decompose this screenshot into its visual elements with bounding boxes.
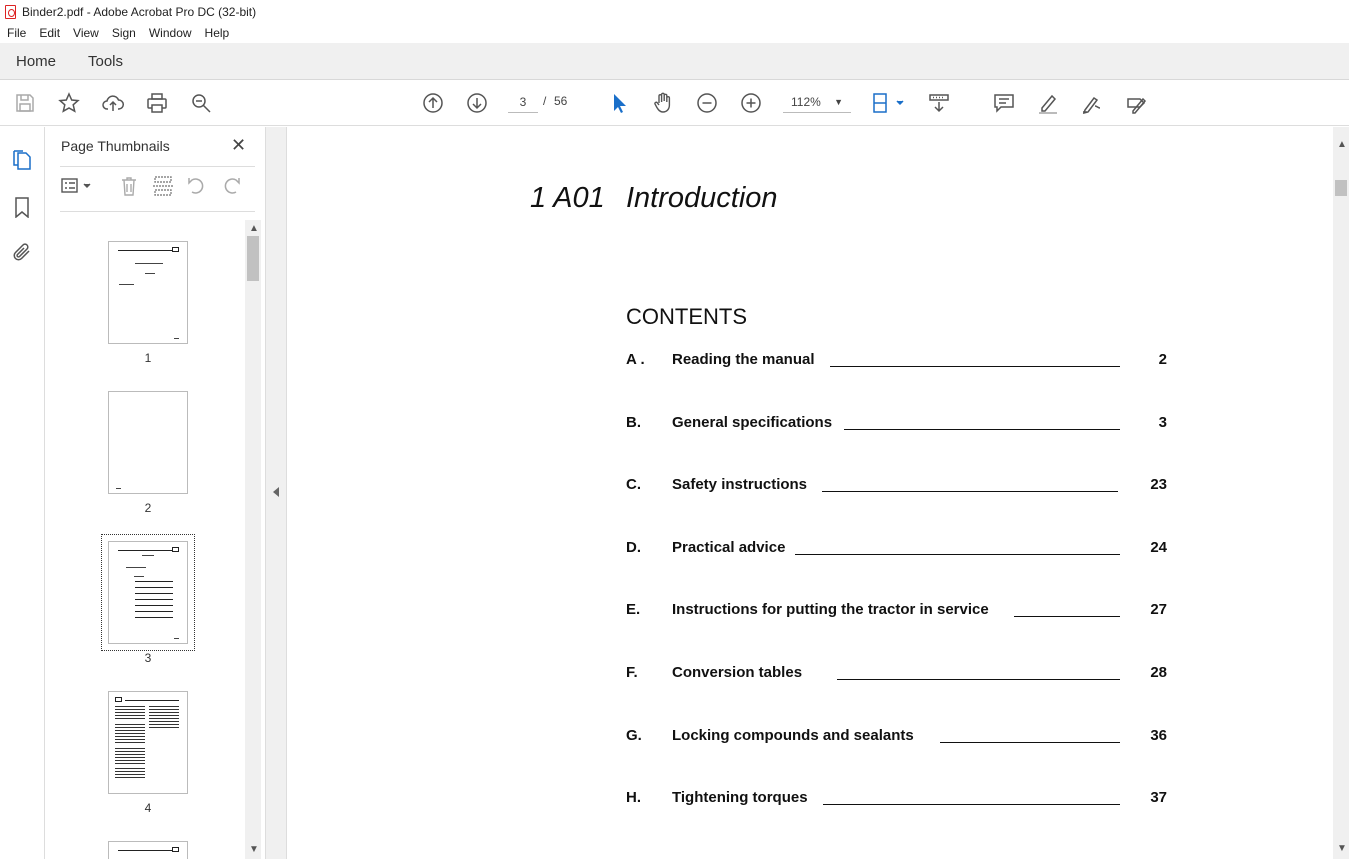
upload-cloud-icon[interactable] <box>101 91 125 115</box>
menu-file[interactable]: File <box>7 26 27 40</box>
rotate-counterclockwise-icon[interactable] <box>186 175 212 201</box>
menu-bar <box>0 23 1349 43</box>
toc-letter: D. <box>626 539 641 556</box>
toc-leader-line <box>940 742 1120 743</box>
toc-letter: E. <box>626 601 641 618</box>
chapter-heading <box>530 182 778 215</box>
total-pages: 56 <box>554 94 568 108</box>
page-separator: / <box>543 94 547 108</box>
toc-page: 37 <box>1150 789 1167 806</box>
toc-entry[interactable] <box>626 601 1167 623</box>
toc-page: 24 <box>1150 539 1167 556</box>
zoom-select[interactable] <box>783 91 851 113</box>
toc-page: 27 <box>1150 601 1167 618</box>
toc-label: Conversion tables <box>672 664 803 681</box>
tab-home[interactable]: Home <box>16 53 57 70</box>
thumbnail-scrollbar[interactable] <box>245 220 261 859</box>
page-thumbnail-5[interactable] <box>108 841 188 859</box>
previous-page-icon[interactable] <box>421 91 445 115</box>
toc-leader-line <box>1014 616 1120 617</box>
attachment-icon[interactable] <box>11 241 33 263</box>
toc-letter: F. <box>626 664 638 681</box>
toc-entry[interactable] <box>626 414 1167 436</box>
toc-letter: A . <box>626 351 645 368</box>
page-thumbnails-icon[interactable] <box>11 149 33 171</box>
menu-view[interactable]: View <box>73 26 99 40</box>
insert-pages-icon[interactable] <box>152 175 178 201</box>
toolbar <box>0 80 1349 126</box>
toc-label: Instructions for putting the tractor in service <box>672 601 989 618</box>
next-page-icon[interactable] <box>465 91 489 115</box>
toc-entry[interactable] <box>626 539 1167 561</box>
tab-bar <box>0 43 1349 80</box>
print-icon[interactable] <box>145 91 169 115</box>
rotate-clockwise-icon[interactable] <box>220 175 246 201</box>
thumbnail-page-number: 2 <box>144 501 152 515</box>
scroll-up-icon[interactable]: ▲ <box>1337 139 1347 150</box>
panel-title: Page Thumbnails <box>61 138 170 154</box>
toc-letter: H. <box>626 789 641 806</box>
scrollbar-thumb[interactable] <box>247 236 259 281</box>
scroll-down-icon[interactable]: ▼ <box>249 844 259 855</box>
pdf-file-icon <box>5 5 16 19</box>
toc-leader-line <box>844 429 1120 430</box>
thumbnail-page-number: 1 <box>144 351 152 365</box>
search-zoom-icon[interactable] <box>189 91 213 115</box>
comment-icon[interactable] <box>992 91 1016 115</box>
document-view <box>287 127 1333 859</box>
hand-tool-icon[interactable] <box>651 91 675 115</box>
thumbnails-panel <box>45 127 265 859</box>
toc-leader-line <box>837 679 1120 680</box>
thumbnail-options-icon[interactable] <box>60 175 86 201</box>
window-title: Binder2.pdf - Adobe Acrobat Pro DC (32-bit) <box>22 4 257 19</box>
toc-leader-line <box>822 491 1118 492</box>
toc-letter: B. <box>626 414 641 431</box>
toc-entry[interactable] <box>626 476 1167 498</box>
toc-page: 23 <box>1150 476 1167 493</box>
contents-title: CONTENTS <box>626 304 747 329</box>
scroll-down-icon[interactable]: ▼ <box>1337 843 1347 854</box>
toc-letter: C. <box>626 476 641 493</box>
toc-label: Tightening torques <box>672 789 808 806</box>
toc-leader-line <box>823 804 1120 805</box>
toc-entry[interactable] <box>626 789 1167 811</box>
toc-label: Safety instructions <box>672 476 808 493</box>
divider <box>60 211 255 212</box>
toc-label: Reading the manual <box>672 351 815 368</box>
toc-entry[interactable] <box>626 351 1167 373</box>
chapter-title: Introduction <box>626 182 778 214</box>
collapse-arrow-icon <box>273 487 279 497</box>
tab-tools[interactable]: Tools <box>88 53 124 70</box>
page-fit-icon[interactable] <box>870 91 906 115</box>
page-thumbnail-3[interactable] <box>108 541 188 644</box>
trash-icon[interactable] <box>118 175 144 201</box>
divider <box>60 166 255 167</box>
edit-stamp-icon[interactable] <box>1124 91 1148 115</box>
thumbnail-list <box>45 220 245 859</box>
left-rail <box>0 127 45 859</box>
toc-leader-line <box>795 554 1120 555</box>
toc-page: 28 <box>1150 664 1167 681</box>
page-number-input[interactable]: 3 <box>508 91 538 113</box>
toc-page: 3 <box>1158 414 1167 431</box>
select-cursor-icon[interactable] <box>607 91 631 115</box>
toc-leader-line <box>830 366 1120 367</box>
toc-label: Locking compounds and sealants <box>672 727 914 744</box>
thumbnail-page-number: 3 <box>144 651 152 665</box>
toc-label: General specifications <box>672 414 833 431</box>
scrollbar-thumb[interactable] <box>1335 180 1347 196</box>
scrolling-mode-icon[interactable] <box>927 91 951 115</box>
page-thumbnail-1[interactable] <box>108 241 188 344</box>
toc-entry[interactable] <box>626 664 1167 686</box>
draw-freehand-icon[interactable] <box>1080 91 1104 115</box>
thumbnail-page-number: 4 <box>144 801 152 815</box>
title-bar <box>0 0 1349 23</box>
menu-help[interactable]: Help <box>204 26 230 40</box>
toc-label: Practical advice <box>672 539 786 556</box>
toc-page: 2 <box>1158 351 1167 368</box>
page-thumbnail-2[interactable] <box>108 391 188 494</box>
menu-sign[interactable]: Sign <box>111 26 136 40</box>
highlight-pen-icon[interactable] <box>1036 91 1060 115</box>
bookmarks-icon[interactable] <box>11 196 33 218</box>
menu-window[interactable]: Window <box>148 26 192 40</box>
toc-entry[interactable] <box>626 727 1167 749</box>
zoom-value: 112% <box>791 95 821 109</box>
chapter-number: 1 A01 <box>530 182 605 214</box>
document-scrollbar[interactable] <box>1333 127 1349 859</box>
panel-collapse-handle[interactable] <box>265 127 287 859</box>
save-icon[interactable] <box>13 91 37 115</box>
zoom-in-icon[interactable] <box>739 91 763 115</box>
scroll-up-icon[interactable]: ▲ <box>249 223 259 234</box>
toc-letter: G. <box>626 727 642 744</box>
toc-page: 36 <box>1150 727 1167 744</box>
panel-toolbar <box>60 175 255 203</box>
page-thumbnail-4[interactable] <box>108 691 188 794</box>
zoom-out-icon[interactable] <box>695 91 719 115</box>
chevron-down-icon: ▼ <box>834 97 843 107</box>
menu-edit[interactable]: Edit <box>39 26 61 40</box>
close-icon[interactable]: ✕ <box>231 135 247 155</box>
bookmark-star-icon[interactable] <box>57 91 81 115</box>
